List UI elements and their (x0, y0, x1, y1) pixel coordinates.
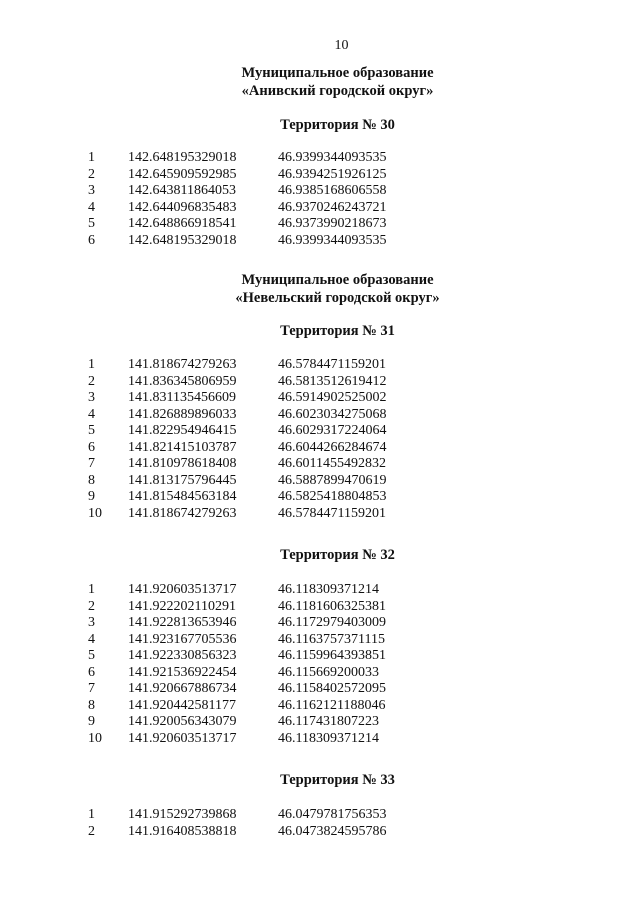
latitude-value: 46.5825418804853 (278, 489, 387, 504)
longitude-value: 141.813175796445 (128, 472, 237, 488)
point-number: 8 (88, 472, 95, 488)
latitude-value: 46.1163757371115 (278, 631, 385, 647)
coordinate-row (88, 681, 428, 698)
coordinate-row (88, 632, 428, 649)
municipality-heading-line: Муниципальное образование (241, 272, 434, 288)
point-number: 6 (88, 232, 95, 248)
page-number: 10 (334, 38, 349, 53)
point-number: 8 (88, 697, 95, 713)
longitude-value: 141.922202110291 (128, 598, 236, 614)
point-number: 6 (88, 439, 95, 455)
point-number: 2 (88, 373, 95, 389)
latitude-value: 46.5914902525002 (278, 390, 387, 405)
coordinate-row (88, 665, 428, 682)
coordinates-table-31 (88, 357, 428, 522)
coordinates-table-33 (88, 807, 428, 840)
municipality-heading-nevelsk (0, 271, 633, 307)
longitude-value: 142.648195329018 (128, 232, 237, 248)
longitude-value: 142.644096835483 (128, 199, 237, 215)
longitude-value: 141.921536922454 (128, 664, 237, 680)
point-number: 5 (88, 648, 95, 663)
latitude-value: 46.9370246243721 (278, 199, 387, 215)
longitude-value: 141.821415103787 (128, 439, 237, 455)
point-number: 1 (88, 582, 95, 597)
latitude-value: 46.9394251926125 (278, 166, 387, 182)
coordinate-row (88, 440, 428, 457)
point-number: 1 (88, 807, 95, 822)
latitude-value: 46.118309371214 (278, 582, 379, 597)
point-number: 9 (88, 714, 95, 729)
point-number: 1 (88, 150, 95, 165)
latitude-value: 46.0479781756353 (278, 807, 387, 822)
coordinate-row (88, 489, 428, 506)
coordinate-row (88, 216, 428, 233)
territory-heading-32: Территория № 32 (280, 547, 395, 563)
coordinate-row (88, 390, 428, 407)
point-number: 2 (88, 598, 95, 614)
point-number: 4 (88, 406, 95, 422)
coordinate-row (88, 374, 428, 391)
longitude-value: 142.645909592985 (128, 166, 237, 182)
longitude-value: 141.922330856323 (128, 648, 237, 663)
latitude-value: 46.0473824595786 (278, 823, 387, 839)
latitude-value: 46.9373990218673 (278, 216, 387, 231)
latitude-value: 46.118309371214 (278, 730, 379, 746)
point-number: 7 (88, 681, 95, 696)
coordinate-row (88, 183, 428, 200)
point-number: 2 (88, 823, 95, 839)
latitude-value: 46.6044266284674 (278, 439, 387, 455)
longitude-value: 141.920603513717 (128, 730, 237, 746)
latitude-value: 46.1159964393851 (278, 648, 386, 663)
coordinate-row (88, 233, 428, 250)
coordinate-row (88, 807, 428, 824)
point-number: 10 (88, 730, 102, 746)
latitude-value: 46.1172979403009 (278, 615, 386, 630)
latitude-value: 46.5784471159201 (278, 357, 386, 372)
latitude-value: 46.6029317224064 (278, 423, 387, 438)
point-number: 3 (88, 183, 95, 198)
longitude-value: 141.831135456609 (128, 390, 236, 405)
longitude-value: 141.916408538818 (128, 823, 237, 839)
coordinate-row (88, 357, 428, 374)
coordinate-row (88, 714, 428, 731)
longitude-value: 141.836345806959 (128, 373, 237, 389)
longitude-value: 141.920442581177 (128, 697, 236, 713)
latitude-value: 46.5887899470619 (278, 472, 387, 488)
latitude-value: 46.9399344093535 (278, 150, 387, 165)
longitude-value: 142.643811864053 (128, 183, 236, 198)
longitude-value: 141.810978618408 (128, 456, 237, 471)
latitude-value: 46.5784471159201 (278, 505, 386, 521)
coordinates-table-32 (88, 582, 428, 747)
latitude-value: 46.117431807223 (278, 714, 379, 729)
point-number: 5 (88, 216, 95, 231)
longitude-value: 141.920603513717 (128, 582, 237, 597)
point-number: 5 (88, 423, 95, 438)
territory-heading-31: Территория № 31 (280, 323, 395, 339)
point-number: 2 (88, 166, 95, 182)
latitude-value: 46.9385168606558 (278, 183, 387, 198)
latitude-value: 46.9399344093535 (278, 232, 387, 248)
coordinates-table-30 (88, 150, 428, 249)
latitude-value: 46.6011455492832 (278, 456, 386, 471)
coordinate-row (88, 506, 428, 523)
longitude-value: 142.648195329018 (128, 150, 237, 165)
longitude-value: 141.922813653946 (128, 615, 237, 630)
coordinate-row (88, 698, 428, 715)
longitude-value: 141.822954946415 (128, 423, 237, 438)
coordinate-row (88, 200, 428, 217)
point-number: 3 (88, 615, 95, 630)
point-number: 7 (88, 456, 95, 471)
point-number: 3 (88, 390, 95, 405)
longitude-value: 141.818674279263 (128, 505, 237, 521)
latitude-value: 46.1162121188046 (278, 697, 386, 713)
territory-heading-33: Территория № 33 (280, 772, 395, 788)
latitude-value: 46.6023034275068 (278, 406, 387, 422)
coordinate-row (88, 648, 428, 665)
longitude-value: 141.915292739868 (128, 807, 237, 822)
longitude-value: 141.815484563184 (128, 489, 237, 504)
coordinate-row (88, 150, 428, 167)
latitude-value: 46.115669200033 (278, 664, 379, 680)
coordinate-row (88, 423, 428, 440)
coordinate-row (88, 167, 428, 184)
coordinate-row (88, 615, 428, 632)
longitude-value: 141.920667886734 (128, 681, 237, 696)
longitude-value: 141.818674279263 (128, 357, 237, 372)
longitude-value: 142.648866918541 (128, 216, 237, 231)
point-number: 1 (88, 357, 95, 372)
municipality-heading-line: «Анивский городской округ» (241, 83, 434, 99)
longitude-value: 141.923167705536 (128, 631, 237, 647)
point-number: 9 (88, 489, 95, 504)
territory-heading-30: Территория № 30 (280, 117, 395, 133)
coordinate-row (88, 473, 428, 490)
point-number: 4 (88, 631, 95, 647)
latitude-value: 46.1158402572095 (278, 681, 386, 696)
coordinate-row (88, 456, 428, 473)
coordinate-row (88, 731, 428, 748)
coordinate-row (88, 582, 428, 599)
municipality-heading-line: «Невельский городской округ» (235, 290, 440, 306)
point-number: 10 (88, 505, 102, 521)
latitude-value: 46.1181606325381 (278, 598, 386, 614)
latitude-value: 46.5813512619412 (278, 373, 387, 389)
municipality-heading-line: Муниципальное образование (241, 65, 434, 81)
point-number: 4 (88, 199, 95, 215)
coordinate-row (88, 599, 428, 616)
municipality-heading-aniva (0, 64, 633, 100)
point-number: 6 (88, 664, 95, 680)
longitude-value: 141.920056343079 (128, 714, 237, 729)
coordinate-row (88, 824, 428, 841)
longitude-value: 141.826889896033 (128, 406, 237, 422)
coordinate-row (88, 407, 428, 424)
